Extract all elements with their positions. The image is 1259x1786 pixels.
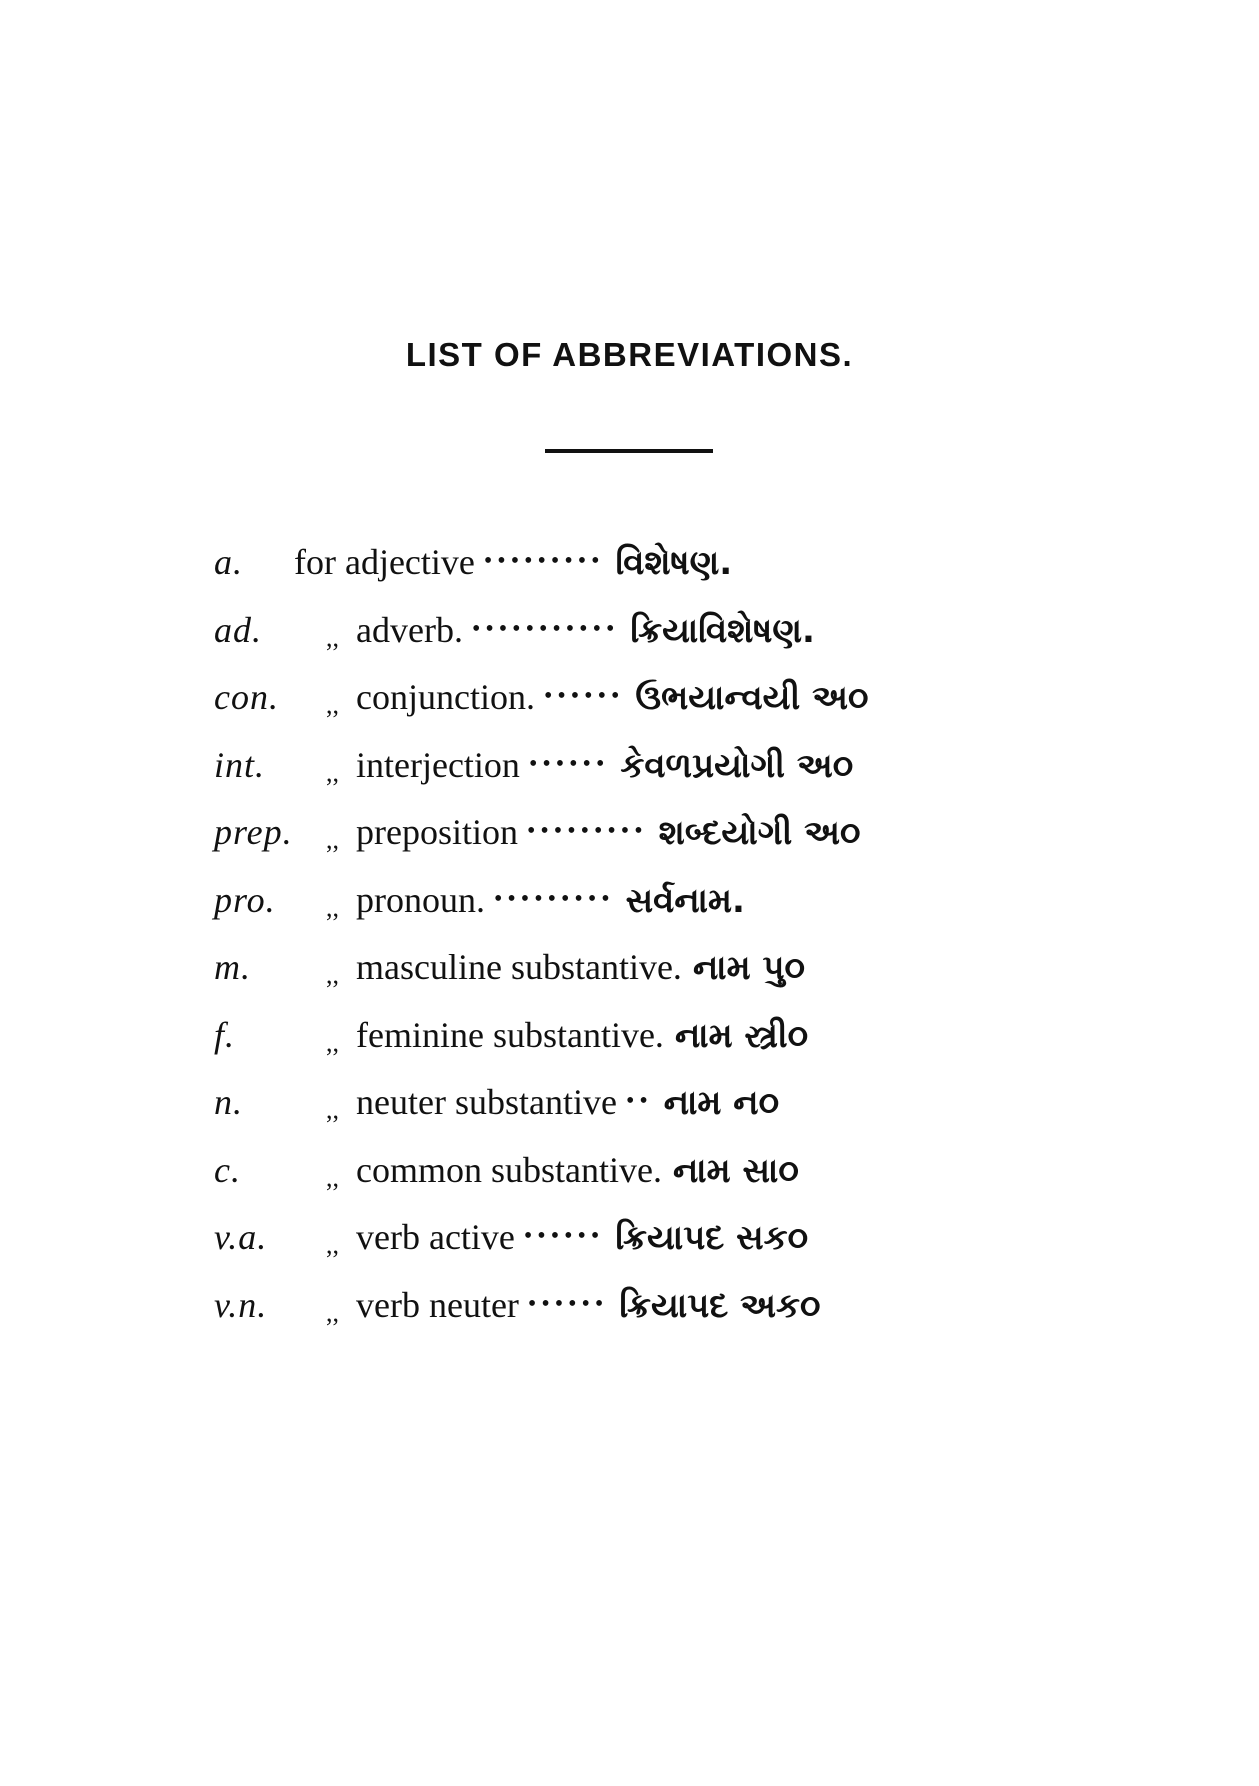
gujarati-term: કેવળપ્રયોગી અ૦	[620, 745, 854, 786]
gujarati-term: શબ્દયોગી અ૦	[658, 813, 861, 853]
english-meaning	[326, 1145, 799, 1200]
gujarati-term: સર્વનામ.	[625, 880, 745, 921]
gujarati-term: નામ સ્ત્રી૦	[674, 1015, 809, 1056]
dot-leader: •••••••••	[494, 885, 615, 912]
gujarati-term: નામ પુ૦	[692, 948, 805, 988]
ditto-mark: ,,	[326, 1297, 339, 1327]
english-label: verb active	[356, 1217, 515, 1257]
english-meaning	[326, 605, 815, 660]
dot-leader: •••••••••	[526, 818, 648, 844]
abbreviation: c.	[214, 1149, 241, 1190]
english-meaning	[326, 740, 853, 795]
ditto-mark: ,,	[326, 892, 339, 922]
ditto-mark: ,,	[326, 1162, 339, 1192]
abbreviation: m.	[214, 947, 251, 987]
title-rule	[545, 449, 713, 453]
ditto-mark: ,,	[326, 960, 339, 989]
english-label: common substantive.	[356, 1149, 662, 1190]
ditto-mark: ,,	[326, 1027, 339, 1057]
dot-leader: •••••••••••	[471, 615, 620, 642]
dot-leader: ••••••	[523, 1223, 605, 1249]
list-item	[214, 672, 1074, 740]
ditto-mark: ,,	[326, 690, 339, 719]
english-meaning	[326, 942, 805, 997]
english-meaning	[326, 1010, 808, 1065]
dot-leader: ••••••	[527, 1290, 609, 1317]
english-meaning	[326, 1212, 808, 1267]
abbreviation: prep.	[214, 812, 293, 852]
ditto-mark: ,,	[326, 757, 339, 787]
english-meaning	[294, 537, 732, 592]
gujarati-term: ક્રિયાપદ સક૦	[615, 1218, 809, 1258]
english-label: for adjective	[294, 542, 475, 582]
abbreviation: ad.	[214, 609, 262, 650]
abbreviation: f.	[214, 1014, 236, 1055]
abbreviation: v.n.	[214, 1284, 268, 1325]
english-meaning	[326, 875, 745, 930]
english-label: masculine substantive.	[356, 947, 682, 987]
abbreviation: pro.	[214, 879, 276, 920]
gujarati-term: વિશેષણ.	[615, 543, 733, 583]
english-label: adverb.	[356, 609, 463, 650]
gujarati-term: નામ ન૦	[663, 1083, 780, 1123]
list-item	[214, 1077, 1074, 1145]
dot-leader: ••	[625, 1088, 653, 1114]
dot-leader: ••••••	[528, 750, 610, 777]
english-label: interjection	[356, 744, 520, 785]
list-item	[214, 1280, 1074, 1348]
dot-leader: ••••••	[543, 683, 625, 709]
abbreviation: a.	[214, 542, 243, 582]
dot-leader: •••••••••	[483, 548, 605, 574]
abbreviation-list	[214, 537, 1074, 1347]
ditto-mark: ,,	[326, 622, 339, 652]
abbreviation: con.	[214, 677, 279, 717]
english-label: verb neuter	[356, 1284, 519, 1325]
english-meaning	[326, 1280, 820, 1335]
list-item	[214, 740, 1074, 808]
english-label: neuter substantive	[356, 1082, 617, 1122]
abbreviation: v.a.	[214, 1217, 268, 1257]
ditto-mark: ,,	[326, 1230, 339, 1259]
list-item	[214, 1145, 1074, 1213]
page-title: LIST OF ABBREVIATIONS.	[405, 336, 854, 373]
list-item	[214, 807, 1074, 875]
list-item	[214, 942, 1074, 1010]
english-label: pronoun.	[356, 879, 485, 920]
english-meaning	[326, 672, 868, 727]
list-item	[214, 605, 1074, 673]
ditto-mark: ,,	[326, 825, 339, 854]
gujarati-term: ક્રિયાવિશેષણ.	[630, 610, 815, 651]
gujarati-term: નામ સા૦	[672, 1150, 799, 1191]
english-label: conjunction.	[356, 677, 535, 717]
english-meaning	[326, 1077, 779, 1132]
list-item	[214, 537, 1074, 605]
gujarati-term: ક્રિયાપદ અક૦	[619, 1285, 821, 1326]
list-item	[214, 1212, 1074, 1280]
ditto-mark: ,,	[326, 1095, 339, 1124]
list-item	[214, 1010, 1074, 1078]
english-label: feminine substantive.	[356, 1014, 664, 1055]
english-label: preposition	[356, 812, 518, 852]
list-item	[214, 875, 1074, 943]
abbreviation: n.	[214, 1082, 243, 1122]
english-meaning	[326, 807, 860, 862]
gujarati-term: ઉભયાન્વયી અ૦	[635, 678, 869, 718]
abbreviation: int.	[214, 744, 266, 785]
